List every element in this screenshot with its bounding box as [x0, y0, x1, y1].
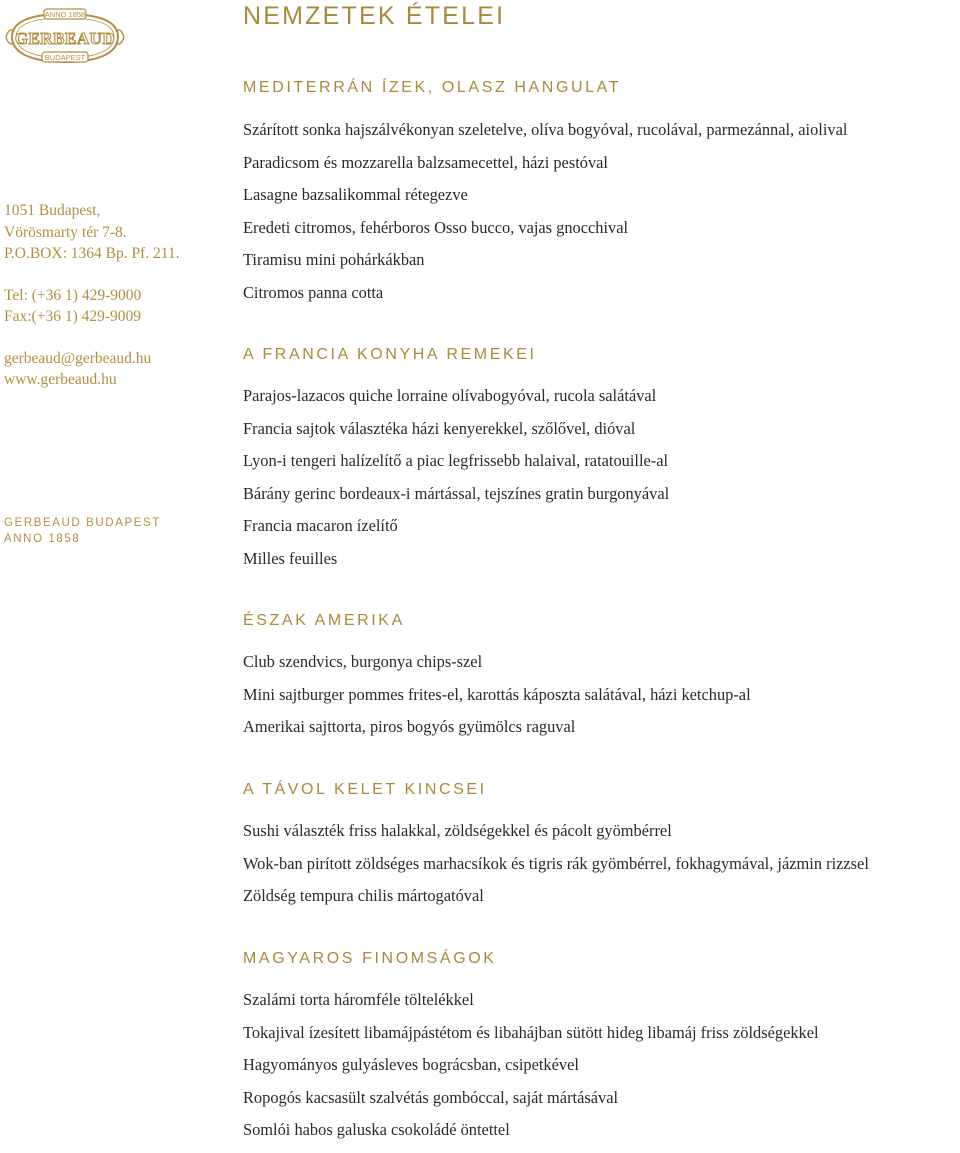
menu-item: Zöldség tempura chilis mártogatóval	[243, 886, 484, 906]
menu-item: Parajos-lazacos quiche lorraine olívabogyóval, rucola salátával	[243, 386, 657, 405]
brand-line-2: ANNO 1858	[4, 533, 81, 545]
menu-item: Paradicsom és mozzarella balzsamecettel, házi pestóval	[243, 152, 608, 172]
section-heading-far-east: A TÁVOL KELET KINCSEI	[243, 781, 487, 798]
menu-item: Sushi választék friss halakkal, zöldségekkel és pácolt gyömbérrel	[243, 821, 672, 840]
brand-footer	[4, 515, 161, 547]
menu-item: Hagyományos gulyásleves bográcsban, csipetkével	[243, 1055, 579, 1075]
menu-item: Club szendvics, burgonya chips-szel	[243, 652, 483, 671]
menu-item: Szalámi torta háromféle töltelékkel	[243, 990, 474, 1009]
fax: Fax:(+36 1) 429-9009	[4, 308, 142, 325]
menu-list-french	[243, 386, 959, 582]
email-link[interactable]: gerbeaud@gerbeaud.hu	[4, 349, 152, 367]
website-link[interactable]: www.gerbeaud.hu	[4, 371, 117, 388]
address-line-1: 1051 Budapest,	[4, 202, 101, 219]
menu-item: Somlói habos galuska csokoládé öntettel	[243, 1120, 510, 1140]
menu-item: Tokajival ízesített libamájpástétom és libahájban sütött hideg libamáj friss zöldségekkel	[243, 1022, 819, 1042]
menu-item: Citromos panna cotta	[243, 282, 384, 302]
menu-item: Francia sajtok választéka házi kenyerekkel, szőlővel, dióval	[243, 418, 636, 438]
page-title: NEMZETEK ÉTELEI	[243, 2, 506, 30]
menu-item: Ropogós kacsasült szalvétás gombóccal, saját mártásával	[243, 1087, 619, 1107]
logo-year-text: ANNO 1858	[44, 10, 86, 19]
menu-list-hungarian	[243, 990, 959, 1153]
menu-item: Lyon-i tengeri halízelítő a piac legfrissebb halaival, ratatouille-al	[243, 451, 669, 471]
brand-line-1: GERBEAUD BUDAPEST	[4, 517, 161, 529]
logo-name-text: GERBEAUD	[14, 29, 116, 48]
menu-list-north-america	[243, 652, 959, 750]
menu-item: Francia macaron ízelítő	[243, 516, 398, 536]
menu-item: Tiramisu mini pohárkákban	[243, 250, 425, 270]
address-line-3: P.O.BOX: 1364 Bp. Pf. 211.	[4, 245, 180, 262]
menu-item: Bárány gerinc bordeaux-i mártással, tejszínes gratin burgonyával	[243, 483, 670, 503]
menu-item: Eredeti citromos, fehérboros Osso bucco, vajas gnocchival	[243, 217, 629, 237]
menu-list-far-east	[243, 821, 959, 919]
telephone: Tel: (+36 1) 429-9000	[4, 286, 142, 304]
menu-list-mediterranean	[243, 120, 959, 316]
menu-item: Milles feuilles	[243, 548, 338, 568]
menu-item: Szárított sonka hajszálvékonyan szeletelve, olíva bogyóval, rucolával, parmezánnal, aiolival	[243, 120, 848, 139]
menu-item: Mini sajtburger pommes frites-el, karottás káposzta salátával, házi ketchup-al	[243, 684, 751, 704]
address-line-2: Vörösmarty tér 7-8.	[4, 223, 127, 241]
section-heading-hungarian: MAGYAROS FINOMSÁGOK	[243, 950, 497, 967]
menu-item: Amerikai sajttorta, piros bogyós gyümölcs raguval	[243, 717, 576, 737]
section-heading-french: A FRANCIA KONYHA REMEKEI	[243, 346, 537, 363]
menu-item: Wok-ban pirított zöldséges marhacsíkok és tigris rák gyömbérrel, fokhagymával, jázmin rizzsel	[243, 853, 869, 873]
contact-block	[4, 200, 229, 391]
section-heading-north-america: ÉSZAK AMERIKA	[243, 612, 405, 629]
gerbeaud-logo	[4, 6, 126, 68]
menu-item: Lasagne bazsalikommal rétegezve	[243, 185, 468, 205]
section-heading-mediterranean: MEDITERRÁN ÍZEK, OLASZ HANGULAT	[243, 79, 622, 96]
logo-city-text: BUDAPEST	[44, 53, 86, 62]
